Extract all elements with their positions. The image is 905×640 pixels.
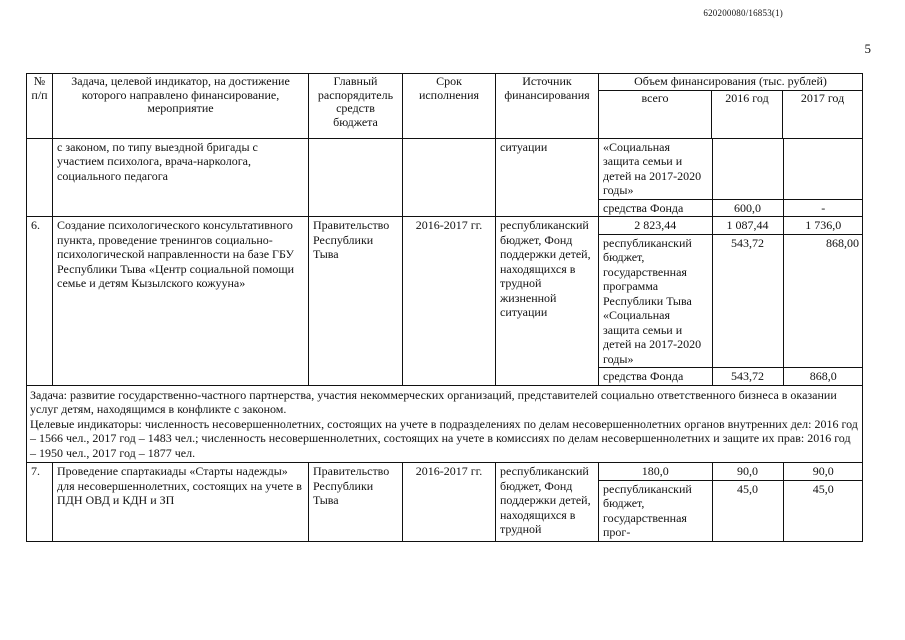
col-header-2017: 2017 год <box>783 90 863 138</box>
fund-rb-2016: 45,0 <box>712 480 783 541</box>
fund-fund-2016: 543,72 <box>712 368 783 385</box>
fund-total: 180,0 <box>641 464 669 478</box>
fund-program-text: «Социальная защита семьи и детей на 2017-2020 годы» <box>603 139 702 197</box>
header-row-1 <box>27 74 863 91</box>
cell-num <box>27 138 53 217</box>
page-number: 5 <box>864 41 871 56</box>
fund-rb-2016: 543,72 <box>712 234 783 368</box>
col-header-source: Источник финансирования <box>496 74 599 139</box>
cell-manager: Правительство Республики Тыва <box>309 463 403 542</box>
cell-source: ситуации <box>496 138 599 217</box>
fund-2016: 90,0 <box>712 463 783 480</box>
fund-fund-2017: 868,0 <box>783 368 863 385</box>
cell-source: республиканский бюджет, Фонд поддержки детей, находящихся в трудной <box>496 463 599 542</box>
col-header-volume: Объем финансирования (тыс. рублей) <box>599 74 863 91</box>
fund-2017: - <box>783 199 863 216</box>
cell-funding <box>599 463 863 542</box>
cell-term: 2016-2017 гг. <box>403 463 496 542</box>
fund-label: средства Фонда <box>599 199 712 216</box>
fund-total: 2 823,44 <box>634 218 677 232</box>
col-header-total: всего <box>599 90 712 138</box>
task-cell <box>27 385 863 463</box>
fund-label: средства Фонда <box>599 368 712 385</box>
fund-program-text: республиканский бюджет, государственная программа Республики Тыва «Социальная защита семьи и детей на 2017-2020 годы» <box>599 234 712 368</box>
cell-term: 2016-2017 гг. <box>403 217 496 386</box>
cell-num: 6. <box>27 217 53 386</box>
fund-program-text: республиканский бюджет, государственная прог- <box>599 480 712 541</box>
funding-subtable <box>599 217 863 385</box>
indicators-text: Целевые индикаторы: численность несовершеннолетних, состоящих на учете в подразделениях по делам несовершеннолетних органов внутренних дел: 2016 год – 1566 чел., 2017 год – 1483 чел.; численность несовершеннолетних, состоящих на учете в комиссиях по делам несовершеннолетних и защите их прав: 2016 год – 1950 чел., 2017 год – 1877 чел. <box>30 416 858 460</box>
cell-funding <box>599 217 863 386</box>
cell-task: Создание психологического консультативного пункта, проведение тренингов социально-психологической направленности на базе ГБУ Республики Тыва «Центр социальной помощи семье и детям Кызылского кожууна» <box>53 217 309 386</box>
col-header-num: № п/п <box>27 74 53 139</box>
fund-2017: 90,0 <box>783 463 863 480</box>
cell-task: Проведение спартакиады «Старты надежды» для несовершеннолетних, состоящих на учете в ПДН ОВД и КДН и ЗП <box>53 463 309 542</box>
document-id: 620200080/16853(1) <box>703 8 783 18</box>
cell-num: 7. <box>27 463 53 542</box>
table-row-continued <box>27 138 863 217</box>
fund-2017: 1 736,0 <box>783 217 863 234</box>
col-header-term: Срок исполнения <box>403 74 496 139</box>
cell-funding <box>599 138 863 217</box>
funding-subtable <box>599 139 863 217</box>
cell-task: с законом, по типу выездной бригады с участием психолога, врача-нарколога, социального педагога <box>53 138 309 217</box>
fund-rb-2017: 45,0 <box>783 480 863 541</box>
funding-subtable <box>599 463 863 541</box>
fund-total: 600,0 <box>712 199 783 216</box>
cell-manager: Правительство Республики Тыва <box>309 217 403 386</box>
task-row <box>27 385 863 463</box>
fund-2016: 1 087,44 <box>712 217 783 234</box>
cell-source: республиканский бюджет, Фонд поддержки детей, находящихся в трудной жизненной ситуации <box>496 217 599 386</box>
task-text: Задача: развитие государственно-частного партнерства, участия некоммерческих организаций, представителей социально ответственного бизнеса в оказании услуг детям, находящимся в конфликте с законом. <box>30 387 837 416</box>
table-row-6 <box>27 217 863 386</box>
cell-manager <box>309 138 403 217</box>
financing-table <box>26 73 863 542</box>
col-header-2016: 2016 год <box>712 90 783 138</box>
col-header-task: Задача, целевой индикатор, на достижение которого направлено финансирование, мероприятие <box>53 74 309 139</box>
cell-term <box>403 138 496 217</box>
col-header-manager: Главный распорядитель средств бюджета <box>309 74 403 139</box>
fund-rb-2017: 868,00 <box>783 234 863 368</box>
table-row-7 <box>27 463 863 542</box>
